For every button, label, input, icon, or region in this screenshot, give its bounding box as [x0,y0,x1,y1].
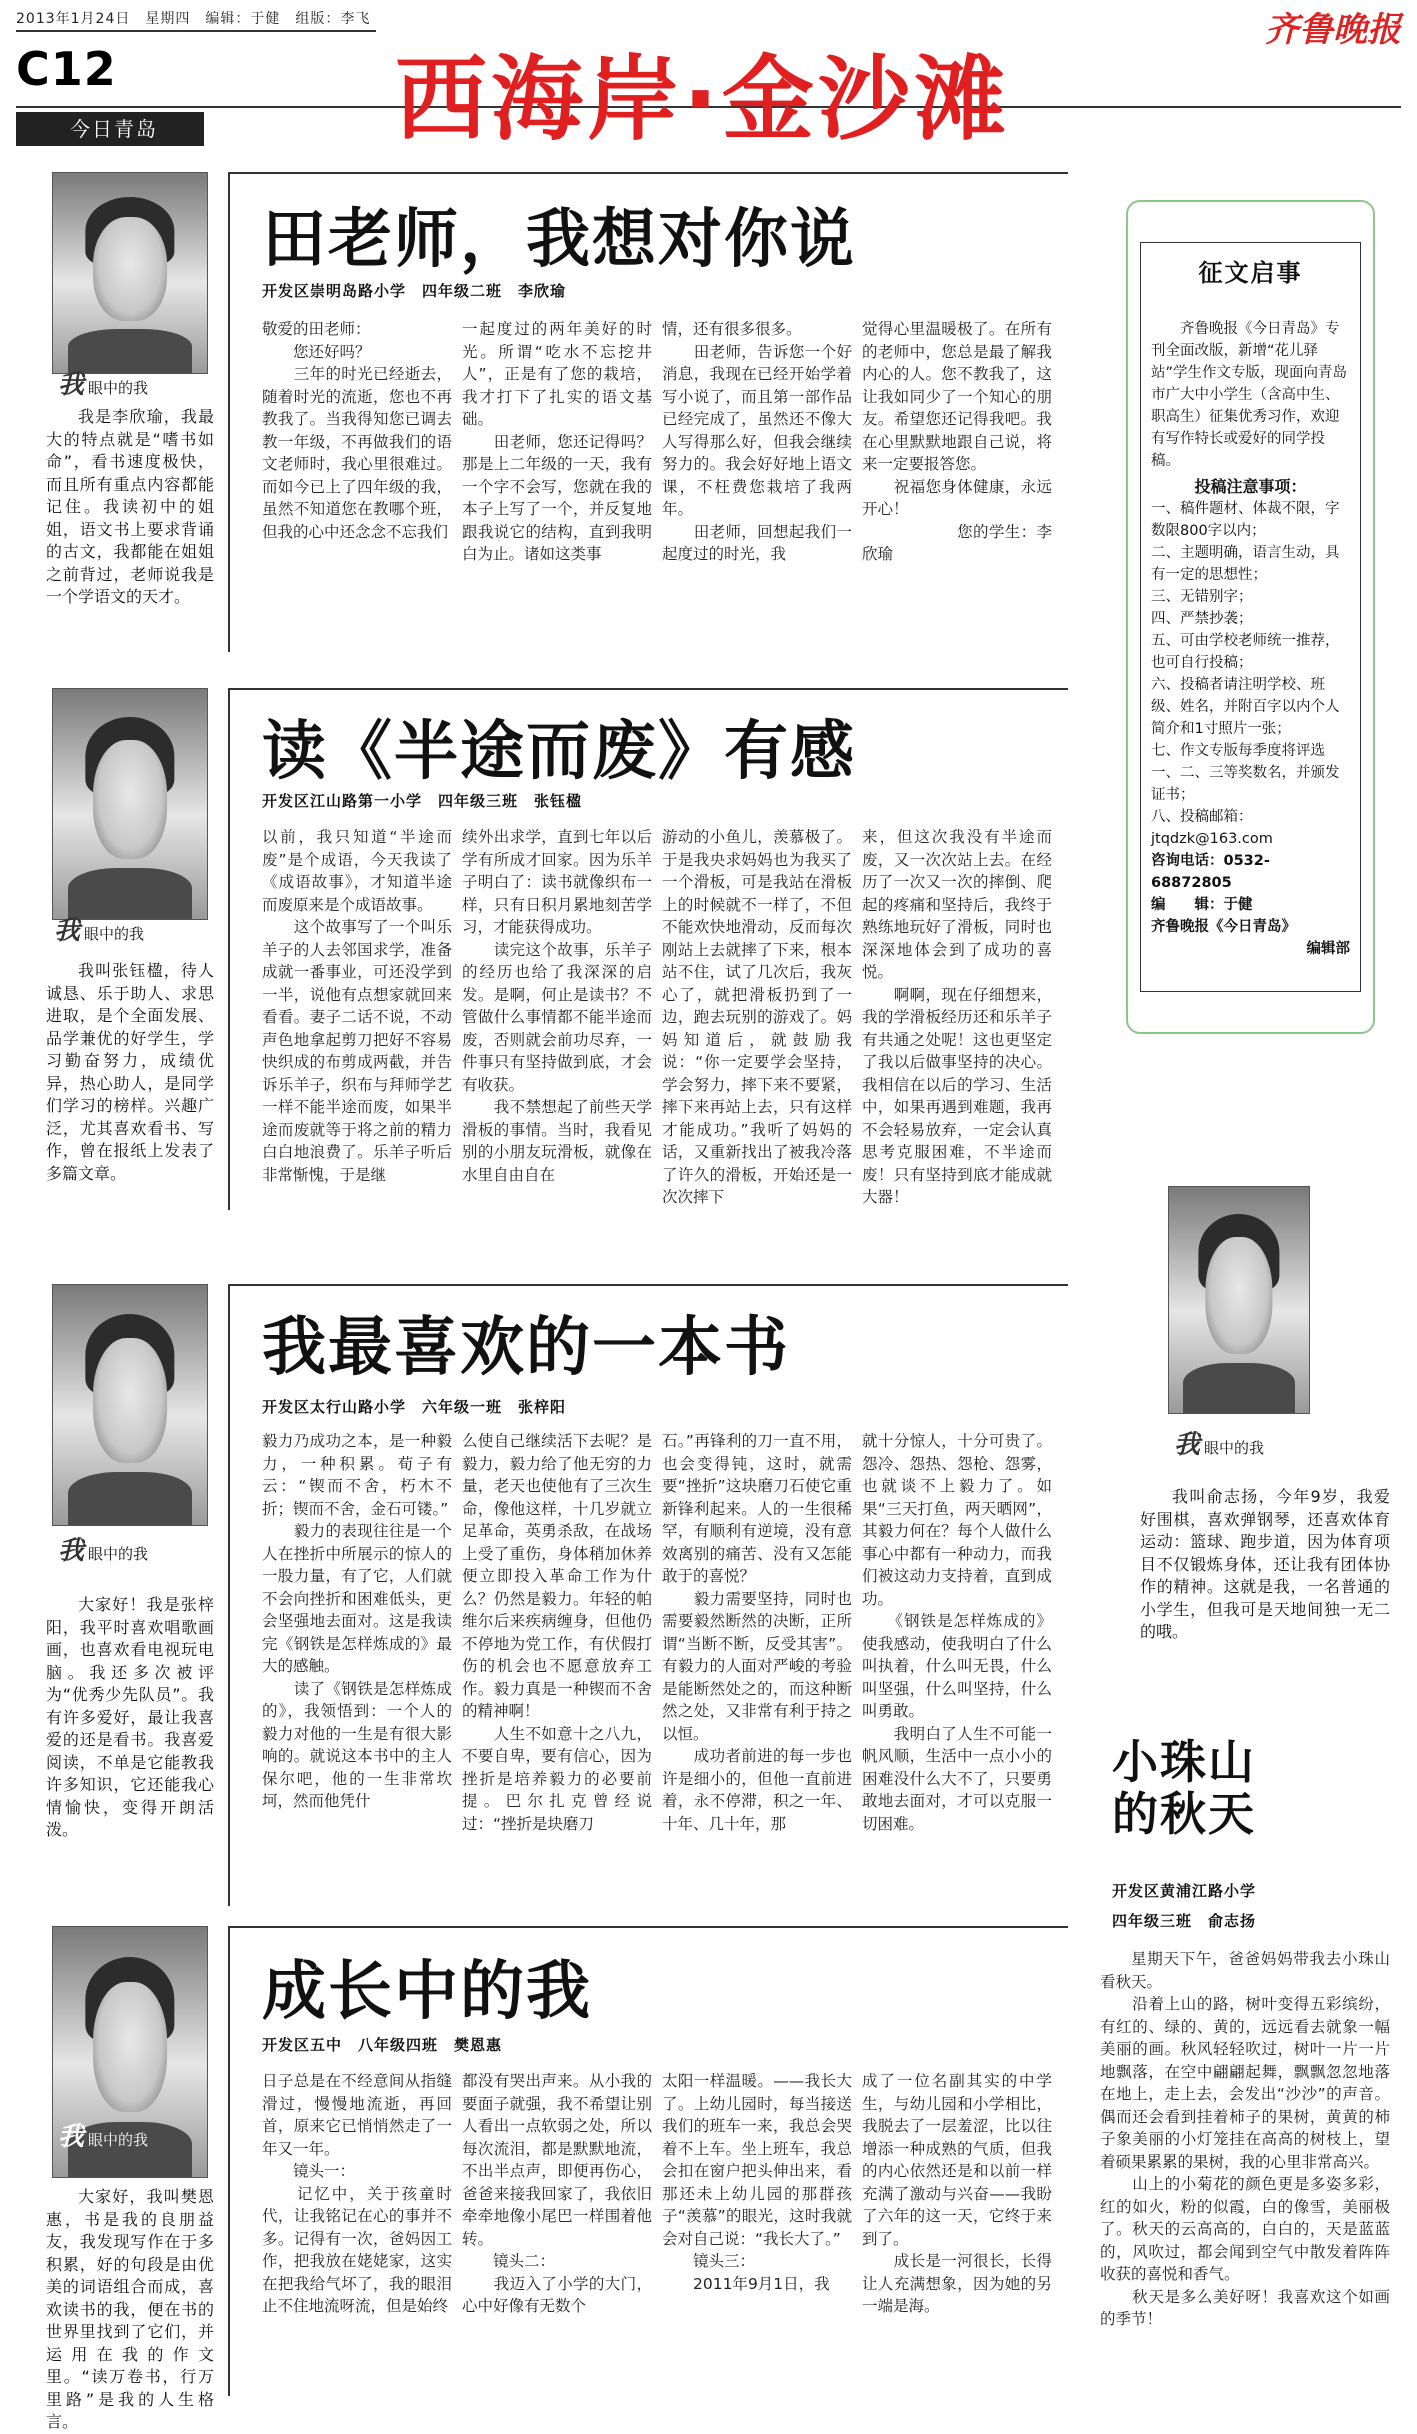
label-rest: 眼中的我 [1204,1439,1265,1457]
notice-rule: 五、可由学校老师统一推荐，也可自行投稿； [1151,633,1340,671]
photo-caption [58,364,148,401]
photo-caption [54,910,144,947]
article-column: 游动的小鱼儿，羡慕极了。于是我央求妈妈也为我买了一个滑板，可是我站在滑板上的时候就不一样了，不但不能欢快地滑动，反而每次刚站上去就摔了下来，根本站不住，试了几次后，我灰心了，就把滑板扔到了一边，跑去玩别的游戏了。妈妈知道后，就鼓励我说：“你一定要学会坚持，学会努力，摔下来不要紧，摔下来再站上去，只有这样才能成功。”我听了妈妈的话，又重新找出了被我冷落了许久的滑板，开始还是一次次摔下 [662,828,852,1206]
notice-editor: 编 辑：于健 [1151,897,1253,913]
article-column: 觉得心里温暖极了。在所有的老师中，您总是最了解我内心的人。您不教我了，这让我如同少了一个知心的朋友。希望您还记得我吧。我在心里默默地跟自己说，将来一定要报答您。 祝福您身体健康，永远开心！ 您的学生：李欣瑜 [862,320,1052,563]
author-bio: 我叫俞志扬，今年9岁，我爱好围棋，喜欢弹钢琴，还喜欢体育运动：篮球、跑步道，因为体育项目不仅锻炼身体，还让我有团体协作的精神。这就是我，一名普通的小学生，但我可是天地间独一无二的哦。 [1140,1487,1390,1641]
notice-rule: 七、作文专版每季度将评选一、二、三等奖数名，并颁发证书； [1151,743,1340,803]
newspaper-brand: 齐鲁晚报 [1265,10,1401,50]
header-rule [16,30,376,32]
notice-rules-title: 投稿注意事项： [1194,477,1307,496]
photo-caption [58,1530,148,1567]
section-tab: 今日青岛 [16,112,204,146]
article-byline: 开发区江山路第一小学 四年级三班 张钰楹 [262,792,583,810]
article-column: 都没有哭出声来。从小我的要面子就强，我不希望让别人看出一点软弱之处，所以每次流泪，都是默默地流，不出半点声，即便再伤心，爸爸来接我回家了，我依旧牵牵地像小尾巴一样围着他转。 镜头二： 我迈入了小学的大门，心中好像有无数个 [462,2072,652,2315]
article-title: 我最喜欢的一本书 [262,1311,790,1385]
label-self: 我 [58,1536,85,1566]
side-article-school: 开发区黄浦江路小学 [1112,1882,1257,1900]
label-rest: 眼中的我 [88,379,149,397]
photo-caption [1174,1424,1264,1461]
label-rest: 眼中的我 [88,2131,149,2149]
label-self: 我 [58,2122,85,2152]
article-title: 田老师，我想对你说 [262,203,856,277]
article-column: 日子总是在不经意间从指缝滑过，慢慢地流逝，再回首，原来它已悄悄然走了一年又一年。 镜头一： 记忆中，关于孩童时代，让我铭记在心的事并不多。记得有一次，爸妈因工作，把我放在姥姥家，这实在把我给气坏了，我的眼泪止不住地流呀流，但是始终 [262,2072,452,2315]
author-photo [52,172,208,374]
author-photo [52,688,208,920]
author-photo [52,1284,208,1526]
label-self: 我 [54,916,81,946]
notice-rule: 六、投稿者请注明学校、班级、姓名，并附百字以内个人简介和1寸照片一张； [1151,677,1340,737]
notice-rule: 四、严禁抄袭； [1151,611,1253,627]
label-rest: 眼中的我 [88,1545,149,1563]
article-byline: 开发区崇明岛路小学 四年级二班 李欣瑜 [262,282,567,300]
author-bio: 大家好，我叫樊恩惠，书是我的良朋益友，我发现写作在于多积累，好的句段是由优美的词语组合而成，喜欢读书的我，便在书的世界里找到了它们，并运用在我的作文里。“读万卷书，行万里路”是我的人生格言。 [46,2187,214,2431]
article-column: 一起度过的两年美好的时光。所谓“吃水不忘挖井人”，正是有了您的栽培，我才打下了扎实的语文基础。 田老师，您还记得吗？那是上二年级的一天，我有一个字不会写，您就在我的本子上写了一个，并反复地跟我说它的结构，直到我明白为止。诸如这类事 [462,320,652,563]
author-bio: 我叫张钰楹，待人诚恳、乐于助人、求思进取，是个全面发展、品学兼优的好学生，学习勤奋努力，成绩优异，热心助人，是同学们学习的榜样。兴趣广泛，尤其喜欢看书、写作，曾在报纸上发表了多篇文章。 [46,961,214,1183]
notice-signature: 齐鲁晚报《今日青岛》 [1151,919,1296,935]
label-rest: 眼中的我 [84,925,145,943]
article-column: 敬爱的田老师： 您还好吗？ 三年的时光已经逝去，随着时光的流逝，您也不再教我了。当我得知您已调去教一年级，不再做我们的语文老师时，我心里很难过。而如今已上了四年级的我，虽然不知道您在教哪个班，但我的心中还念念不忘我们 [262,320,452,541]
article-title: 成长中的我 [262,1955,592,2029]
label-self: 我 [58,370,85,400]
notice-rule: 八、投稿邮箱：jtqdzk@163.com [1151,809,1273,847]
notice-phone: 咨询电话：0532-68872805 [1151,853,1270,891]
notice-rule: 三、无错别字； [1151,589,1253,605]
page-code: C12 [16,42,117,96]
article-column: 来，但这次我没有半途而废，又一次次站上去。在经历了一次又一次的摔倒、爬起的疼痛和坚持后，我终于熟练地玩好了滑板，同时也深深地体会到了成功的喜悦。 啊啊，现在仔细想来，我的学滑板经历还和乐羊子有共通之处呢！这也更坚定了我以后做事坚持的决心。我相信在以后的学习、生活中，如果再遇到难题，我再不会轻易放弃，一定会认真思考克服困难，不半途而废！只有坚持到底才能成就大器！ [862,828,1052,1206]
notice-signature-dept: 编辑部 [1306,941,1350,957]
article-column: 成了一位名副其实的中学生，与幼儿园和小学相比，我脱去了一层羞涩，比以往增添一种成熟的气质，但我的内心依然还是和以前一样充满了激动与兴奋——我盼了六年的这一天，它终于来到了。 成长是一河很长，长得让人充满想象，因为她的另一端是海。 [862,2072,1052,2315]
author-bio: 大家好！我是张梓阳，我平时喜欢唱歌画画，也喜欢看电视玩电脑。我还多次被评为“优秀少先队员”。我有许多爱好，最让我喜爱的还是看书。我喜爱阅读，不单是它能教我许多知识，它还能我心情愉快，变得开朗活泼。 [46,1595,214,1839]
side-article-class: 四年级三班 俞志扬 [1112,1912,1257,1930]
header-meta: 2013年1月24日 星期四 编辑：于健 组版：李飞 [16,11,371,27]
masthead-title: 西海岸·金沙滩 [395,46,1010,153]
notice-title: 征文启事 [1198,259,1303,287]
notice-body: 齐鲁晚报《今日青岛》专刊全面改版，新增“花儿驿站”学生作文专版，现面向青岛市广大中小学生（含高中生、职高生）征集优秀习作，欢迎有写作特长或爱好的同学投稿。 [1151,321,1348,469]
notice-rule: 二、主题明确，语言生动，具有一定的思想性； [1151,545,1340,583]
side-article-title: 小珠山 的秋天 [1112,1735,1256,1841]
author-photo [1168,1186,1310,1414]
label-self: 我 [1174,1430,1201,1460]
article-column: 石。”再锋利的刀一直不用，也会变得钝，这时，就需要“挫折”这块磨刀石使它重新锋利起来。人的一生很稀罕，有顺利有逆境，没有意效离别的痛苦、没有又怎能敢于的喜悦？ 毅力需要坚持，同时也需要毅然断然的决断，正所谓“当断不断，反受其害”。有毅力的人面对严峻的考验是能断然处之的，而这种断然之处，又非常有利于持之以恒。 成功者前进的每一步也许是细小的，但他一直前进着，永不停滞，积之一年、十年、几十年，那 [662,1432,852,1833]
photo-caption [58,2116,148,2153]
article-column: 情，还有很多很多。 田老师，告诉您一个好消息，我现在已经开始学着写小说了，而且第一部作品已经完成了，虽然还不像大人写得那么好，但我会继续努力的。我会好好地上语文课，不枉费您栽培了我两年。 田老师，回想起我们一起度过的时光，我 [662,320,852,563]
article-column: 就十分惊人，十分可贵了。怨冷、怨热、怨枪、怨雾，也就谈不上毅力了。如果“三天打鱼，两天晒网”，其毅力何在？每个人做什么事心中都有一种动力，而我们被这动力支持着，直到成功。 《钢铁是怎样炼成的》使我感动，使我明白了什么叫执着，什么叫无畏，什么叫坚强，什么叫坚持，什么叫勇敢。 我明白了人生不可能一帆风顺，生活中一点小小的困难没什么大不了，只要勇敢地去面对，才可以克服一切困难。 [862,1432,1052,1833]
article-column: 毅力乃成功之本，是一种毅力，一种积累。荀子有云：“锲而不舍，朽木不折；锲而不舍，金石可镂。” 毅力的表现往往是一个人在挫折中所展示的惊人的一股力量，有了它，人们就不会向挫折和困难低头，更会坚强地去面对。这是我读完《钢铁是怎样炼成的》最大的感触。 读了《钢铁是怎样炼成的》，我领悟到：一个人的毅力对他的一生是有很大影响的。就说这本书中的主人保尔吧，他的一生非常坎坷，然而他凭什 [262,1432,452,1810]
article-column: 以前，我只知道“半途而废”是个成语，今天我读了《成语故事》，才知道半途而废原来是个成语故事。 这个故事写了一个叫乐羊子的人去邻国求学，准备成就一番事业，可还没学到一半，说他有点想家就回来看看。妻子二话不说，不动声色地拿起剪刀把好不容易快织成的布剪成两截，并告诉乐羊子，织布与拜师学艺一样不能半途而废，如果半途而废就等于将之前的精力白白地浪费了。乐羊子听后非常惭愧，于是继 [262,828,452,1184]
article-byline: 开发区太行山路小学 六年级一班 张梓阳 [262,1398,567,1416]
author-bio: 我是李欣瑜，我最大的特点就是“嗜书如命”，看书速度极快，而且所有重点内容都能记住。我读初中的姐姐，语文书上要求背诵的古文，我都能在姐姐之前背过，老师说我是一个学语文的天才。 [46,407,214,606]
side-article-body: 星期天下午，爸爸妈妈带我去小珠山看秋天。 沿着上山的路，树叶变得五彩缤纷，有红的、绿的、黄的，远远看去就象一幅美丽的画。秋风轻轻吹过，树叶一片一片地飘落，在空中翩翩起舞，飘飘忽忽地落在地上，走上去，会发出“沙沙”的声音。偶而还会看到挂着柿子的果树，黄黄的柿子象美丽的小灯笼挂在高高的树枝上，望着硕果累累的果树，我的心里非常高兴。 山上的小菊花的颜色更是多姿多彩，红的如火，粉的似霞，白的像雪，美丽极了。秋天的云高高的，白白的，天是蓝蓝的，风吹过，都会闻到空气中散发着阵阵收获的喜悦和香气。 秋天是多么美好呀！我喜欢这个如画的季节！ [1100,1950,1390,2328]
article-column: 续外出求学，直到七年以后学有所成才回家。因为乐羊子明白了：读书就像织布一样，只有日积月累地刻苦学习，才能获得成功。 读完这个故事，乐羊子的经历也给了我深深的启发。是啊，何止是读书？不管做什么事情都不能半途而废，否则就会前功尽弃，一件事只有坚持做到底，才会有收获。 我不禁想起了前些天学滑板的事情。当时，我看见别的小朋友玩滑板，就像在水里自由自在 [462,828,652,1184]
article-title: 读《半途而废》有感 [262,715,856,789]
article-column: 么使自己继续活下去呢？是毅力，毅力给了他无穷的力量，老天也使他有了三次生命，像他这样，十几岁就立足革命，英勇杀敌，在战场上受了重伤，身体稍加休养便立即投入革命工作为什么？仍然是毅力。年轻的帕维尔后来疾病缠身，但他仍不停地为党工作，有伏假打伤的机会也不愿意放弃工作。毅力真是一种锲而不舍的精神啊！ 人生不如意十之八九，不要自卑，要有信心，因为挫折是培养毅力的必要前提。巴尔扎克曾经说过：“挫折是块磨刀 [462,1432,652,1833]
article-byline: 开发区五中 八年级四班 樊恩惠 [262,2036,503,2054]
notice-rule: 一、稿件题材、体裁不限，字数限800字以内； [1151,501,1340,539]
article-column: 太阳一样温暖。——我长大了。上幼儿园时，每当接送我们的班车一来，我总会哭着不上车。坐上班车，我总会扣在窗户把头伸出来，看那还未上幼儿园的那群孩子“羡慕”的眼光，这时我就会对自己说：“我长大了。” 镜头三： 2011年9月1日，我 [662,2072,852,2293]
call-for-papers-box [1126,200,1375,1034]
